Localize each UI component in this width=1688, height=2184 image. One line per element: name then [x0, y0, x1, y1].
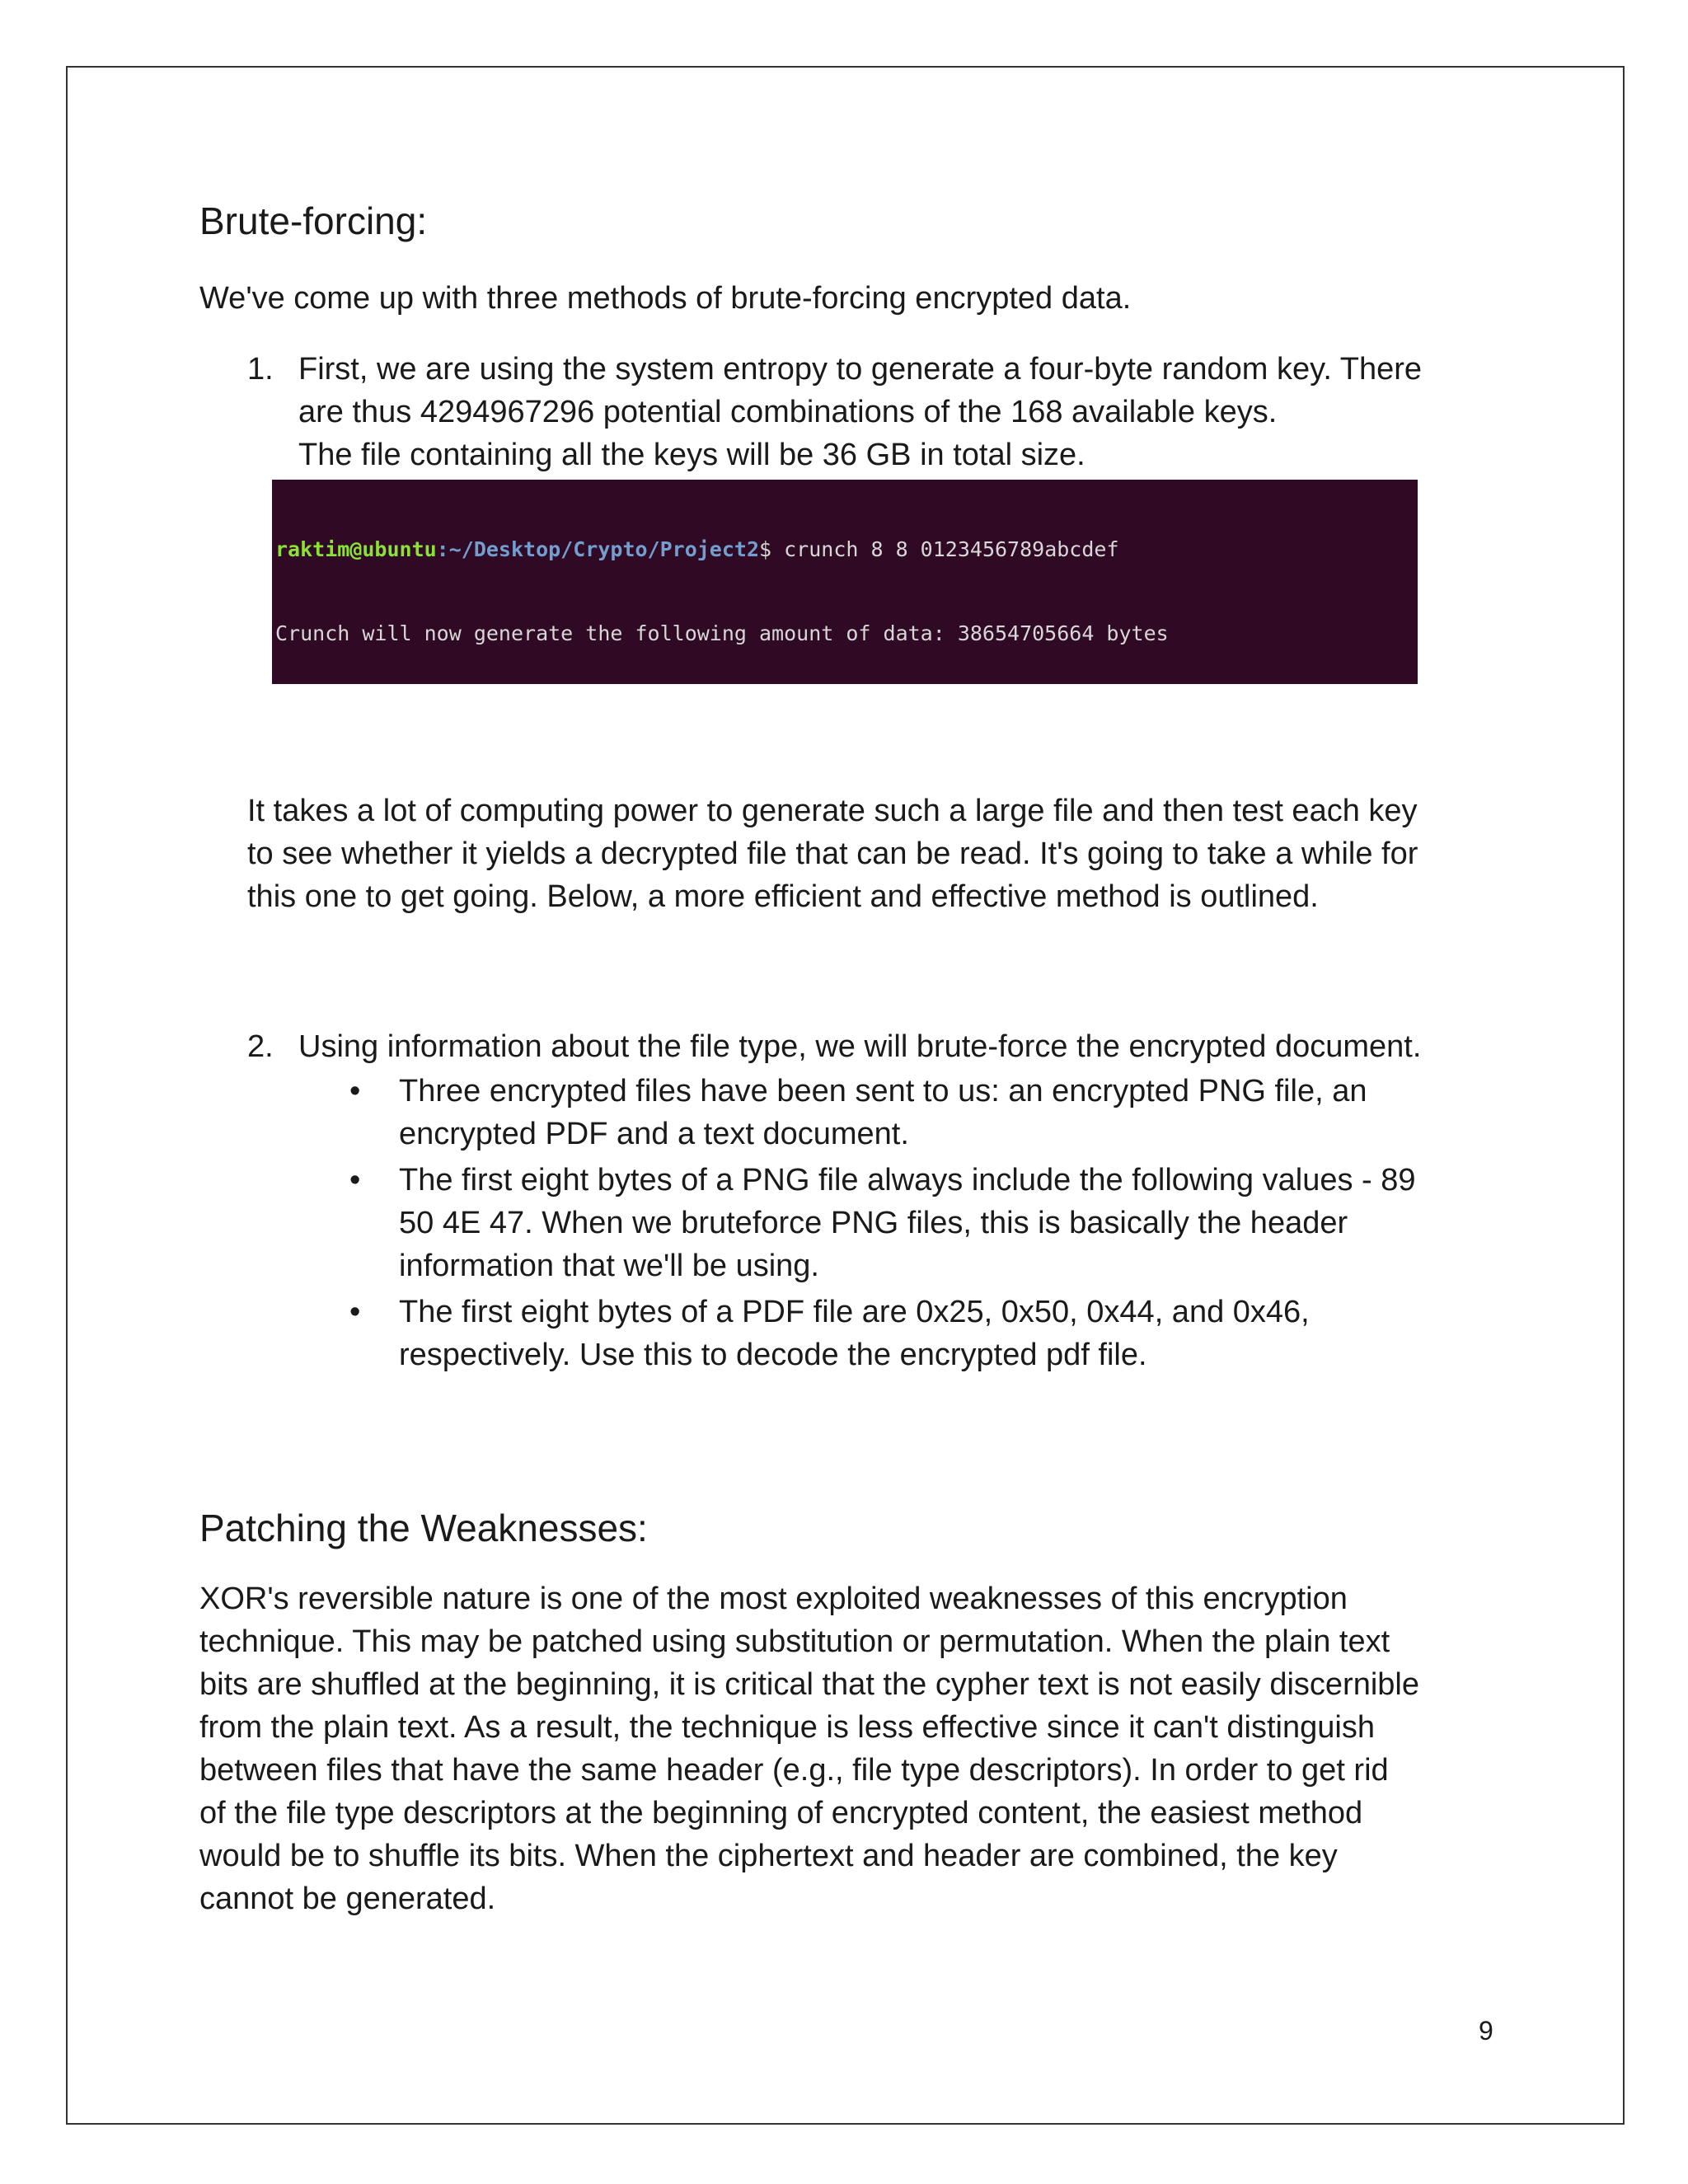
patching-line: of the file type descriptors at the beginning of encrypted content, the easiest method — [199, 1796, 1363, 1830]
patching-line: from the plain text. As a result, the technique is less effective since it can't distinguish — [199, 1710, 1375, 1745]
patching-line: cannot be generated. — [199, 1882, 496, 1916]
followup-line: It takes a lot of computing power to generate such a large file and then test each key — [247, 794, 1418, 828]
bullet-line: Three encrypted files have been sent to us: an encrypted PNG file, an — [399, 1074, 1367, 1108]
followup-line: to see whether it yields a decrypted file that can be read. It's going to take a while for — [247, 837, 1418, 871]
list-number-2: 2. — [247, 1029, 274, 1064]
terminal-output-line: Crunch will now generate the following amount of data: 38654705664 bytes — [275, 621, 1169, 645]
bullet-item-1 — [399, 1070, 1536, 1155]
terminal-prompt-user: raktim@ubuntu — [275, 537, 437, 561]
section-heading-patching: Patching the Weaknesses: — [199, 1507, 648, 1549]
page-number: 9 — [1479, 2016, 1493, 2046]
patching-line: would be to shuffle its bits. When the ciphertext and header are combined, the key — [199, 1839, 1338, 1873]
terminal-command: $ crunch 8 8 0123456789abcdef — [759, 537, 1119, 561]
section-heading-brute-forcing: Brute-forcing: — [199, 199, 428, 242]
list-number-1: 1. — [247, 352, 274, 387]
bullet-line: respectively. Use this to decode the encrypted pdf file. — [399, 1338, 1147, 1372]
patching-paragraph — [199, 1577, 1551, 1920]
patching-line: bits are shuffled at the beginning, it is critical that the cypher text is not easily discernible — [199, 1667, 1419, 1702]
list-item-1-line: are thus 4294967296 potential combinations of the 168 available keys. — [298, 395, 1278, 429]
patching-line: XOR's reversible nature is one of the most exploited weaknesses of this encryption — [199, 1582, 1348, 1616]
bullet-symbol: • — [349, 1074, 361, 1108]
bullet-item-3 — [399, 1291, 1536, 1376]
terminal-prompt-path: :~/Desktop/Crypto/Project2 — [436, 537, 760, 561]
bullet-item-2 — [399, 1159, 1536, 1287]
list-item-1-line: First, we are using the system entropy to generate a four-byte random key. There — [298, 352, 1423, 387]
followup-paragraph — [247, 790, 1533, 918]
bullet-line: encrypted PDF and a text document. — [399, 1117, 909, 1151]
terminal-screenshot — [272, 480, 1418, 684]
list-item-1-text — [298, 348, 1535, 476]
bullet-line: information that we'll be using. — [399, 1249, 819, 1283]
list-item-1-line: The file containing all the keys will be 36 GB in total size. — [298, 438, 1085, 472]
intro-paragraph: We've come up with three methods of brute-forcing encrypted data. — [199, 281, 1132, 316]
bullet-symbol: • — [349, 1163, 361, 1197]
followup-line: this one to get going. Below, a more efficient and effective method is outlined. — [247, 879, 1319, 914]
bullet-line: The first eight bytes of a PDF file are 0x25, 0x50, 0x44, and 0x46, — [399, 1295, 1310, 1329]
list-item-2-text: Using information about the file type, we will brute-force the encrypted document. — [298, 1029, 1422, 1064]
terminal-prompt-line — [275, 536, 1414, 564]
bullet-symbol: • — [349, 1295, 361, 1329]
bullet-line: 50 4E 47. When we bruteforce PNG files, this is basically the header — [399, 1206, 1348, 1240]
bullet-line: The first eight bytes of a PNG file always include the following values - 89 — [399, 1163, 1416, 1197]
patching-line: between files that have the same header (e.g., file type descriptors). In order to get rid — [199, 1753, 1389, 1788]
patching-line: technique. This may be patched using substitution or permutation. When the plain text — [199, 1624, 1390, 1659]
